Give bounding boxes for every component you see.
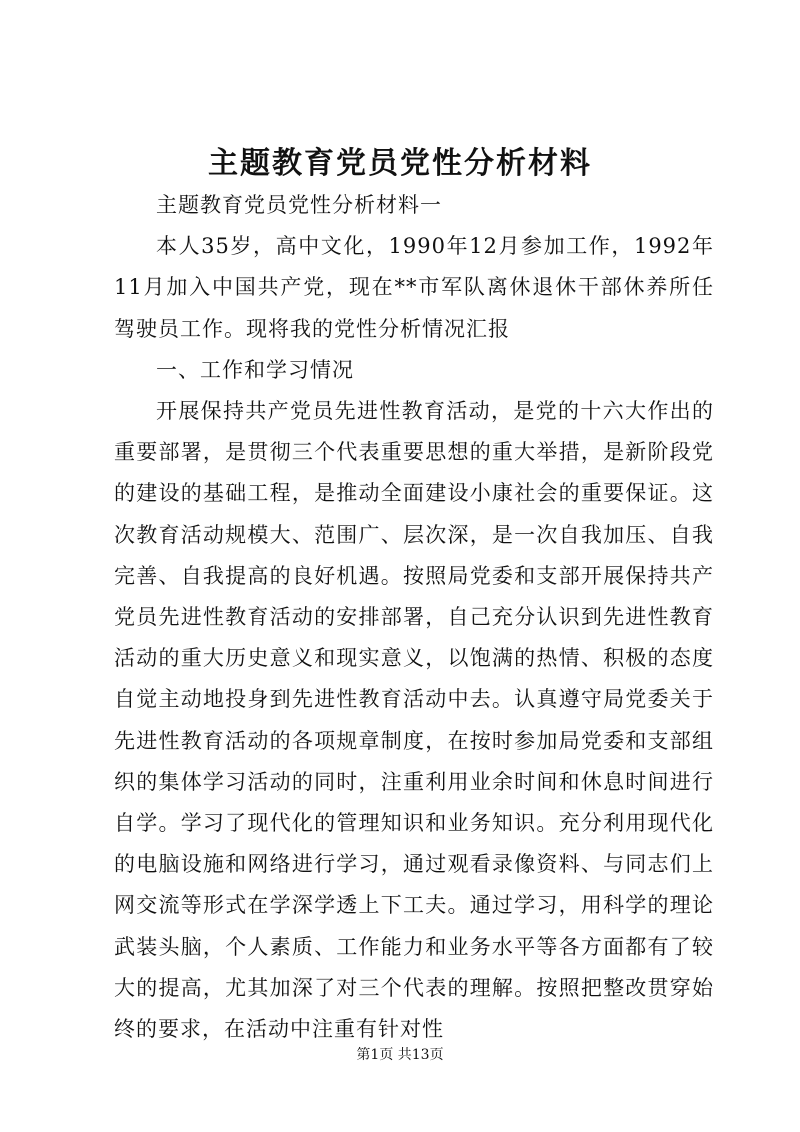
page-number-footer: 第1页 共13页 xyxy=(356,1047,444,1063)
paragraph-education-activity: 开展保持共产党员先进性教育活动，是党的十六大作出的重要部署，是贯彻三个代表重要思想的重大举措，是新阶段党的建设的基础工程，是推动全面建设小康社会的重要保证。这次教育活动规模大、范围广、层次深，是一次自我加压、自我完善、自我提高的良好机遇。按照局党委和支部开展保持共产党员先进性教育活动的安排部署，自己充分认识到先进性教育活动的重大历史意义和现实意义，以饱满的热情、积极的态度自觉主动地投身到先进性教育活动中去。认真遵守局党委关于先进性教育活动的各项规章制度，在按时参加局党委和支部组织的集体学习活动的同时，注重利用业余时间和休息时间进行自学。学习了现代化的管理知识和业务知识。充分利用现代化的电脑设施和网络进行学习，通过观看录像资料、与同志们上网交流等形式在学深学透上下工夫。通过学习，用科学的理论武装头脑，个人素质、工作能力和业务水平等各方面都有了较大的提高，尤其加深了对三个代表的理解。按照把整改贯穿始终的要求，在活动中注重有针对性 xyxy=(114,399,714,1042)
paragraph-personal-info: 本人35岁，高中文化，1990年12月参加工作，1992年11月加入中国共产党，现在**市军队离休退休干部休养所任驾驶员工作。现将我的党性分析情况汇报 xyxy=(114,234,714,341)
document-title: 主题教育党员党性分析材料 xyxy=(208,146,592,181)
section-heading: 主题教育党员党性分析材料一 xyxy=(156,193,442,217)
section-heading-work-study: 一、工作和学习情况 xyxy=(156,357,354,382)
document-body xyxy=(114,185,714,1050)
